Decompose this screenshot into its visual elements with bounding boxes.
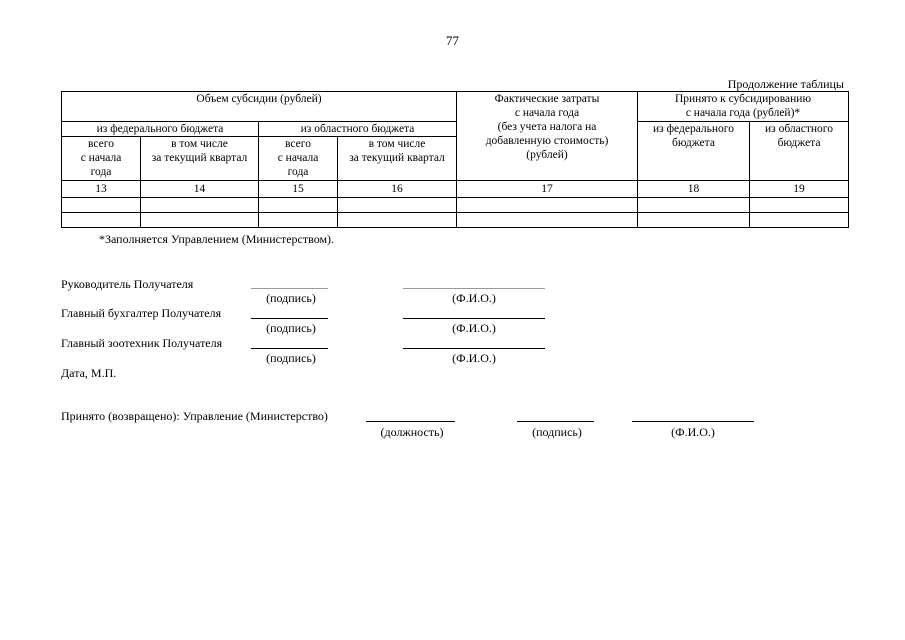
table-cell[interactable] xyxy=(638,198,750,213)
zootechnician-name-caption: (Ф.И.О.) xyxy=(452,351,496,365)
header-accepted-regional: из областного бюджета xyxy=(750,122,849,181)
table-row xyxy=(62,213,849,228)
table-cell[interactable] xyxy=(750,198,849,213)
accepted-name-caption: (Ф.И.О.) xyxy=(671,425,715,439)
header-regional-total: всего с начала года xyxy=(259,137,338,181)
table-cell[interactable] xyxy=(62,198,141,213)
date-stamp-label: Дата, М.П. xyxy=(61,366,117,380)
table-cell[interactable] xyxy=(259,213,338,228)
accepted-position-line[interactable] xyxy=(366,421,455,422)
zootechnician-name-line[interactable] xyxy=(403,348,545,349)
table-cell[interactable] xyxy=(338,198,457,213)
header-actual-costs: Фактические затраты с начала года (без учета налога на добавленную стоимость) (рублей) xyxy=(457,92,638,181)
column-number: 18 xyxy=(638,181,750,198)
column-number: 16 xyxy=(338,181,457,198)
head-name-line[interactable] xyxy=(403,288,545,289)
header-federal-budget: из федерального бюджета xyxy=(62,122,259,137)
page-number: 77 xyxy=(446,33,459,48)
zootechnician-label: Главный зоотехник Получателя xyxy=(61,336,223,350)
subsidy-table xyxy=(61,91,849,228)
column-number: 14 xyxy=(141,181,259,198)
accountant-name-caption: (Ф.И.О.) xyxy=(452,321,496,335)
table-cell[interactable] xyxy=(638,213,750,228)
header-accepted-federal: из федерального бюджета xyxy=(638,122,750,181)
head-signature-caption: (подпись) xyxy=(266,291,316,305)
accepted-position-caption: (должность) xyxy=(380,425,444,439)
table-row xyxy=(62,198,849,213)
accepted-name-line[interactable] xyxy=(632,421,754,422)
header-regional-budget: из областного бюджета xyxy=(259,122,457,137)
accepted-signature-caption: (подпись) xyxy=(532,425,582,439)
accountant-signature-line[interactable] xyxy=(251,318,328,319)
accepted-label: Принято (возвращено): Управление (Министерство) xyxy=(61,409,328,423)
zootechnician-signature-caption: (подпись) xyxy=(266,351,316,365)
table-cell[interactable] xyxy=(259,198,338,213)
accountant-signature-caption: (подпись) xyxy=(266,321,316,335)
column-numbers-row xyxy=(62,181,849,198)
table-cell[interactable] xyxy=(141,213,259,228)
table-cell[interactable] xyxy=(457,213,638,228)
column-number: 13 xyxy=(62,181,141,198)
accountant-name-line[interactable] xyxy=(403,318,545,319)
header-federal-total: всего с начала года xyxy=(62,137,141,181)
zootechnician-signature-line[interactable] xyxy=(251,348,328,349)
column-number: 19 xyxy=(750,181,849,198)
table-cell[interactable] xyxy=(750,213,849,228)
head-name-caption: (Ф.И.О.) xyxy=(452,291,496,305)
table-cell[interactable] xyxy=(457,198,638,213)
table-continuation-note: Продолжение таблицы xyxy=(727,77,844,91)
footnote: *Заполняется Управлением (Министерством). xyxy=(99,232,335,246)
table-cell[interactable] xyxy=(62,213,141,228)
header-regional-quarter: в том числе за текущий квартал xyxy=(338,137,457,181)
header-federal-quarter: в том числе за текущий квартал xyxy=(141,137,259,181)
header-subsidy-volume: Объем субсидии (рублей) xyxy=(62,92,457,122)
column-number: 17 xyxy=(457,181,638,198)
table-cell[interactable] xyxy=(141,198,259,213)
head-label: Руководитель Получателя xyxy=(61,277,194,291)
head-signature-line[interactable] xyxy=(251,288,328,289)
accountant-label: Главный бухгалтер Получателя xyxy=(61,306,222,320)
column-number: 15 xyxy=(259,181,338,198)
accepted-signature-line[interactable] xyxy=(517,421,594,422)
header-accepted-for-subsidy: Принято к субсидированию с начала года (рублей)* xyxy=(638,92,849,122)
table-cell[interactable] xyxy=(338,213,457,228)
